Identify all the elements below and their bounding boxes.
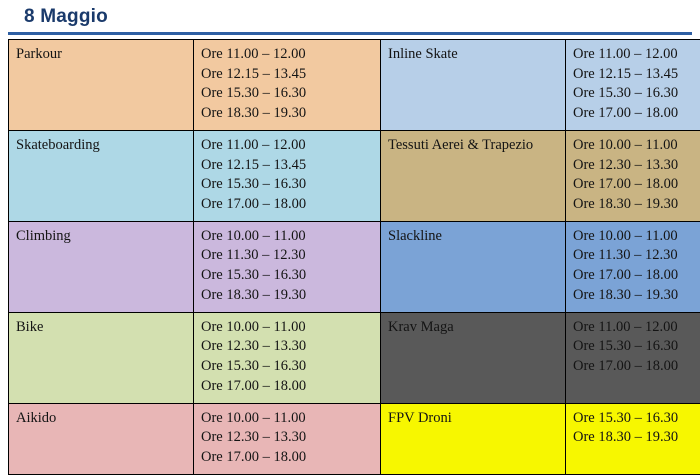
time-slot: Ore 18.30 – 19.30 <box>201 104 373 124</box>
time-slot: Ore 15.30 – 16.30 <box>573 84 700 104</box>
activity-cell <box>9 312 194 403</box>
times-cell <box>194 130 381 221</box>
page-title: 8 Maggio <box>0 0 700 30</box>
time-slot: Ore 18.30 – 19.30 <box>201 286 373 306</box>
activity-cell <box>381 130 566 221</box>
time-slot: Ore 12.15 – 13.45 <box>573 65 700 85</box>
activity-label: Tessuti Aerei & Trapezio <box>388 137 533 153</box>
table-row <box>9 312 700 403</box>
time-slot: Ore 17.00 – 18.00 <box>573 175 700 195</box>
activity-label: Aikido <box>16 410 56 426</box>
time-slot: Ore 11.30 – 12.30 <box>201 246 373 266</box>
time-slot: Ore 17.00 – 18.00 <box>201 377 373 397</box>
times-cell <box>566 130 700 221</box>
time-slot: Ore 15.30 – 16.30 <box>201 175 373 195</box>
title-divider <box>8 32 692 35</box>
time-slot: Ore 12.15 – 13.45 <box>201 156 373 176</box>
time-slot: Ore 17.00 – 18.00 <box>201 448 373 468</box>
time-slot: Ore 15.30 – 16.30 <box>573 409 700 429</box>
times-cell <box>194 312 381 403</box>
schedule-table-body <box>9 40 700 475</box>
time-slot: Ore 10.00 – 11.00 <box>573 227 700 247</box>
activity-label: Skateboarding <box>16 137 100 153</box>
time-slot: Ore 15.30 – 16.30 <box>201 266 373 286</box>
activity-cell <box>381 221 566 312</box>
time-slot: Ore 15.30 – 16.30 <box>201 84 373 104</box>
activity-cell <box>381 40 566 131</box>
time-slot: Ore 11.00 – 12.00 <box>201 45 373 65</box>
activity-cell <box>9 403 194 474</box>
activity-cell <box>381 312 566 403</box>
activity-label: Slackline <box>388 228 442 244</box>
time-slot: Ore 15.30 – 16.30 <box>201 357 373 377</box>
activity-label: Bike <box>16 319 43 335</box>
table-row <box>9 403 700 474</box>
activity-label: Inline Skate <box>388 46 458 62</box>
activity-label: FPV Droni <box>388 410 452 426</box>
times-cell <box>194 221 381 312</box>
activity-label: Climbing <box>16 228 71 244</box>
time-slot: Ore 10.00 – 11.00 <box>201 409 373 429</box>
table-row <box>9 221 700 312</box>
times-cell <box>566 403 700 474</box>
times-cell <box>194 403 381 474</box>
times-cell <box>566 221 700 312</box>
time-slot: Ore 11.00 – 12.00 <box>201 136 373 156</box>
time-slot: Ore 11.00 – 12.00 <box>573 318 700 338</box>
table-row <box>9 130 700 221</box>
time-slot: Ore 12.30 – 13.30 <box>201 428 373 448</box>
time-slot: Ore 17.00 – 18.00 <box>201 195 373 215</box>
schedule-table <box>8 39 700 475</box>
times-cell <box>194 40 381 131</box>
time-slot: Ore 17.00 – 18.00 <box>573 104 700 124</box>
time-slot: Ore 10.00 – 11.00 <box>201 318 373 338</box>
time-slot: Ore 18.30 – 19.30 <box>573 195 700 215</box>
time-slot: Ore 18.30 – 19.30 <box>573 428 700 448</box>
time-slot: Ore 10.00 – 11.00 <box>201 227 373 247</box>
activity-label: Krav Maga <box>388 319 454 335</box>
time-slot: Ore 17.00 – 18.00 <box>573 357 700 377</box>
time-slot: Ore 12.15 – 13.45 <box>201 65 373 85</box>
activity-cell <box>9 40 194 131</box>
activity-cell <box>9 130 194 221</box>
times-cell <box>566 40 700 131</box>
time-slot: Ore 11.30 – 12.30 <box>573 246 700 266</box>
time-slot: Ore 18.30 – 19.30 <box>573 286 700 306</box>
time-slot: Ore 10.00 – 11.00 <box>573 136 700 156</box>
time-slot: Ore 12.30 – 13.30 <box>573 156 700 176</box>
activity-cell <box>381 403 566 474</box>
times-cell <box>566 312 700 403</box>
time-slot: Ore 15.30 – 16.30 <box>573 337 700 357</box>
activity-label: Parkour <box>16 46 62 62</box>
table-row <box>9 40 700 131</box>
time-slot: Ore 11.00 – 12.00 <box>573 45 700 65</box>
time-slot: Ore 17.00 – 18.00 <box>573 266 700 286</box>
time-slot: Ore 12.30 – 13.30 <box>201 337 373 357</box>
activity-cell <box>9 221 194 312</box>
